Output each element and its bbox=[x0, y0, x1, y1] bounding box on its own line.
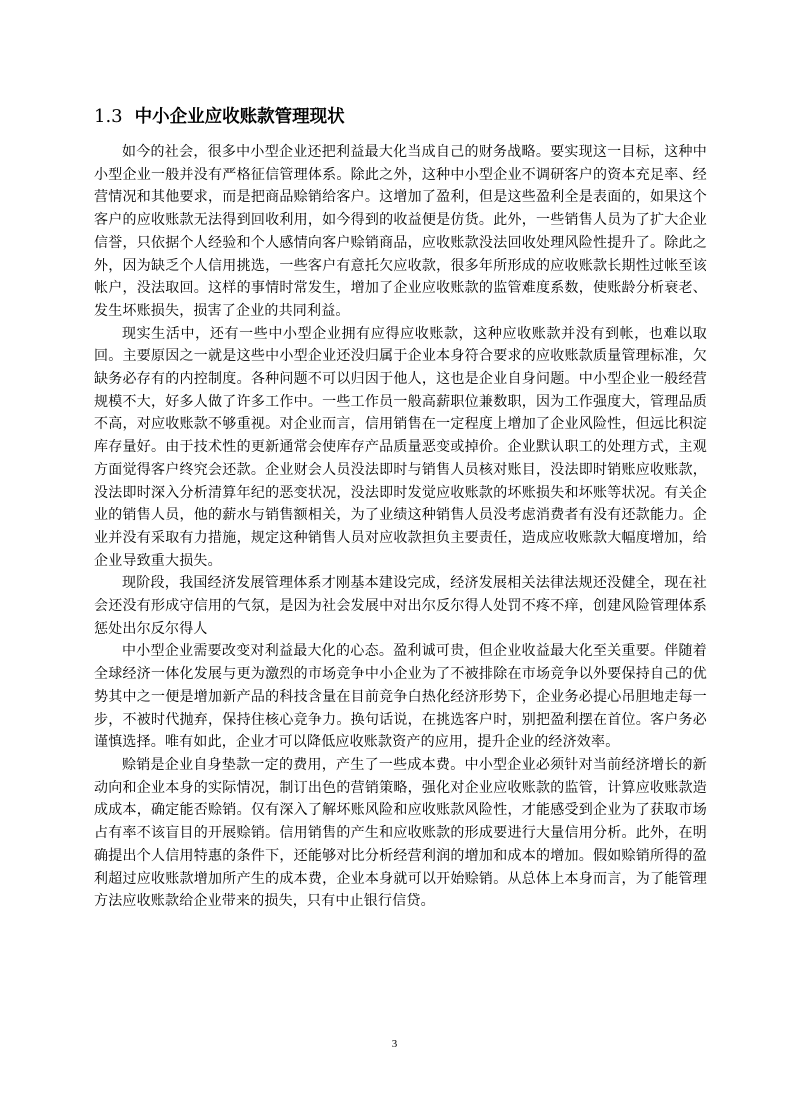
page-number: 3 bbox=[391, 1038, 398, 1050]
section-number: 1.3 bbox=[94, 106, 123, 127]
section-heading bbox=[94, 103, 345, 131]
body-text bbox=[94, 141, 707, 913]
paragraph: 如今的社会，很多中小型企业还把利益最大化当成自己的财务战略。要实现这一目标，这种中小型企业一般并没有严格征信管理体系。除此之外，这种中小型企业不调研客户的资本充足率、经营情况和其他要求，而是把商品赊销给客户。这增加了盈利，但是这些盈利全是表面的，如果这个客户的应收账款无法得到回收利用，如今得到的收益便是仿货。此外，一些销售人员为了扩大企业信誉，只依据个人经验和个人感情向客户赊销商品，应收账款没法回收处理风险性提升了。除此之外，因为缺乏个人信用挑选，一些客户有意托欠应收款，很多年所形成的应收账款长期性过帐至该帐户，没法取回。这样的事情时常发生，增加了企业应收账款的监管难度系数，使账龄分析衰老、发生坏账损失，损害了企业的共同利益。 bbox=[94, 144, 707, 319]
paragraph: 赊销是企业自身垫款一定的费用，产生了一些成本费。中小型企业必须针对当前经济增长的新动向和企业本身的实际情况，制订出色的营销策略，强化对企业应收账款的监管，计算应收账款造成成本，确定能否赊销。仅有深入了解坏账风险和应收账款风险性，才能感受到企业为了获取市场占有率不该盲目的开展赊销。信用销售的产生和应收账款的形成要进行大量信用分析。此外，在明确提出个人信用特惠的条件下，还能够对比分析经营利润的增加和成本的增加。假如赊销所得的盈利超过应收账款增加所产生的成本费，企业本身就可以开始赊销。从总体上本身而言，为了能管理方法应收账款给企业带来的损失，只有中止银行信贷。 bbox=[94, 756, 707, 910]
paragraph: 现阶段，我国经济发展管理体系才刚基本建设完成，经济发展相关法律法规还没健全，现在社会还没有形成守信用的气氛，是因为社会发展中对出尔反尔得人处罚不疼不痒，创建风险管理体系惩处出尔反尔得人 bbox=[94, 575, 707, 637]
paragraph: 中小型企业需要改变对利益最大化的心态。盈利诚可贵，但企业收益最大化至关重要。伴随着全球经济一体化发展与更为激烈的市场竞争中小企业为了不被排除在市场竞争以外要保持自己的优势其中之一便是增加新产品的科技含量在目前竞争白热化经济形势下，企业务必提心吊胆地走每一步，不被时代抛弃，保持住核心竞争力。换句话说，在挑选客户时，别把盈利摆在首位。客户务必谨慎选择。唯有如此，企业才可以降低应收账款资产的应用，提升企业的经济效率。 bbox=[94, 643, 707, 751]
paragraph: 现实生活中，还有一些中小型企业拥有应得应收账款，这种应收账款并没有到帐，也难以取回。主要原因之一就是这些中小型企业还没归属于企业本身符合要求的应收账款质量管理标准，欠缺务必存有的内控制度。各种问题不可以归因于他人，这也是企业自身问题。中小型企业一般经营规模不大，好多人做了许多工作中。一些工作员一般高薪职位兼数职，因为工作强度大，管理品质不高，对应收账款不够重视。对企业而言，信用销售在一定程度上增加了企业风险性，但远比积淀库存量好。由于技术性的更新通常会使库存产品质量恶变或掉价。企业默认职工的处理方式，主观方面觉得客户终究会还款。企业财会人员没法即时与销售人员核对账目，没法即时销账应收账款，没法即时深入分析清算年纪的恶变状况，没法即时发觉应收账款的坏账损失和坏账等状况。有关企业的销售人员，他的薪水与销售额相关，为了业绩这种销售人员没考虑消费者有没有还款能力。企业并没有采取有力措施，规定这种销售人员对应收款担负主要责任，造成应收账款大幅度增加，给企业导致重大损失。 bbox=[94, 325, 707, 569]
section-title: 中小企业应收账款管理现状 bbox=[134, 107, 345, 127]
